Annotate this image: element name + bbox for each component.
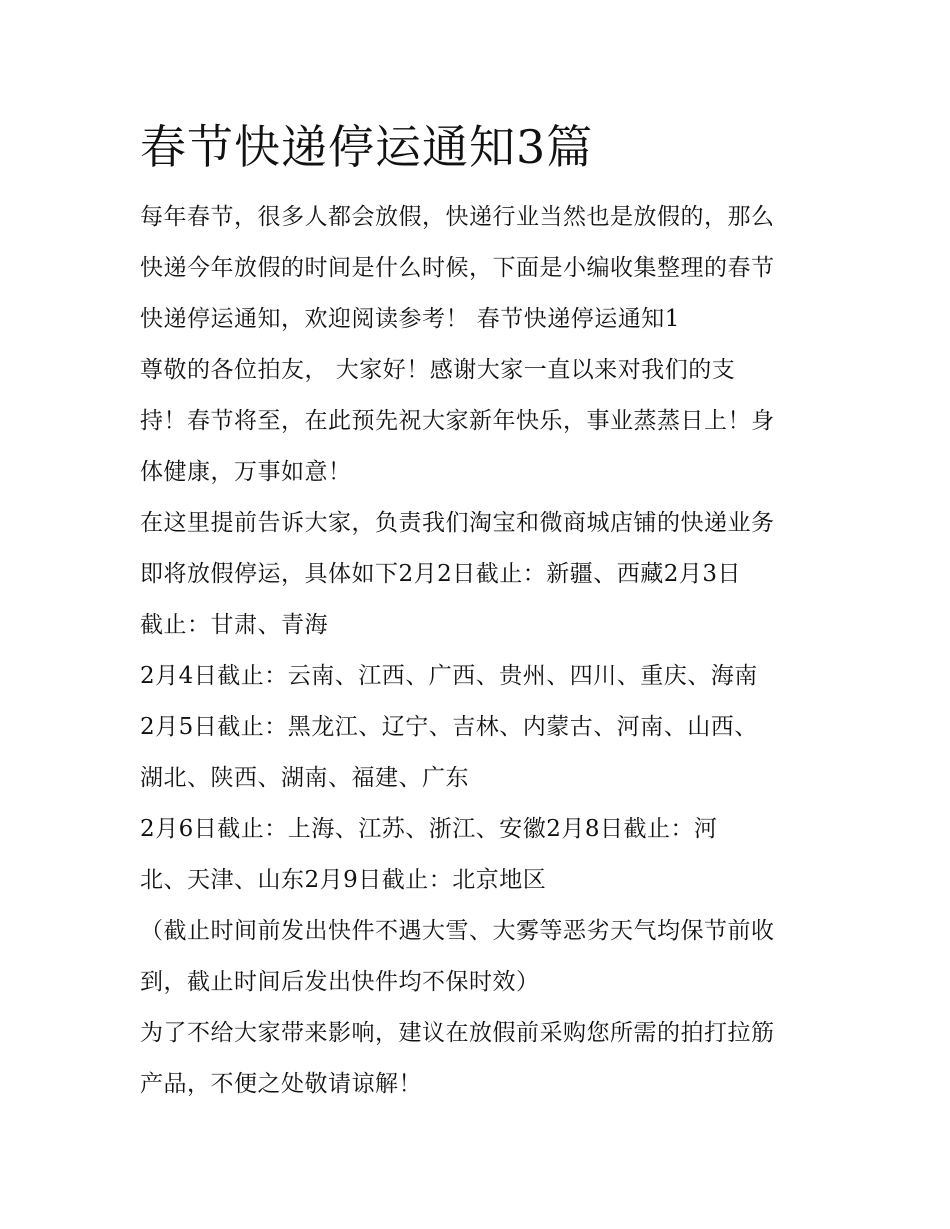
text-line: 快递停运通知，欢迎阅读参考！ 春节快递停运通知1 [140, 306, 680, 332]
text-line: 2月6日截止：上海、江苏、浙江、安徽2月8日截止：河 [140, 816, 718, 842]
text-line: 快递今年放假的时间是什么时候，下面是小编收集整理的春节 [140, 255, 775, 281]
text-line: 产品，不便之处敬请谅解！ [140, 1071, 422, 1097]
text-line: 为了不给大家带来影响，建议在放假前采购您所需的拍打拉筋 [140, 1020, 775, 1046]
document-body [140, 192, 830, 1110]
text-line: 体健康，万事如意！ [140, 459, 352, 485]
text-line: 每年春节，很多人都会放假，快递行业当然也是放假的，那么 [140, 204, 775, 230]
text-line: 尊敬的各位拍友， 大家好！感谢大家一直以来对我们的支 [140, 357, 736, 383]
text-line: （截止时间前发出快件不遇大雪、大雾等恶劣天气均保节前收 [140, 918, 775, 944]
text-line: 持！春节将至，在此预先祝大家新年快乐，事业蒸蒸日上！身 [140, 408, 775, 434]
text-line: 在这里提前告诉大家，负责我们淘宝和微商城店铺的快递业务 [140, 510, 775, 536]
text-line: 2月5日截止：黑龙江、辽宁、吉林、内蒙古、河南、山西、 [140, 714, 758, 740]
text-line: 湖北、陕西、湖南、福建、广东 [140, 765, 469, 791]
document-page [140, 112, 830, 1110]
text-line: 北、天津、山东2月9日截止：北京地区 [140, 867, 547, 893]
document-title: 春节快递停运通知3篇 [140, 120, 594, 174]
text-line: 即将放假停运，具体如下2月2日截止：新疆、西藏2月3日 [140, 561, 742, 587]
text-line: 2月4日截止：云南、江西、广西、贵州、四川、重庆、海南 [140, 663, 758, 689]
text-line: 到，截止时间后发出快件均不保时效） [140, 969, 540, 995]
text-line: 截止：甘肃、青海 [140, 612, 328, 638]
